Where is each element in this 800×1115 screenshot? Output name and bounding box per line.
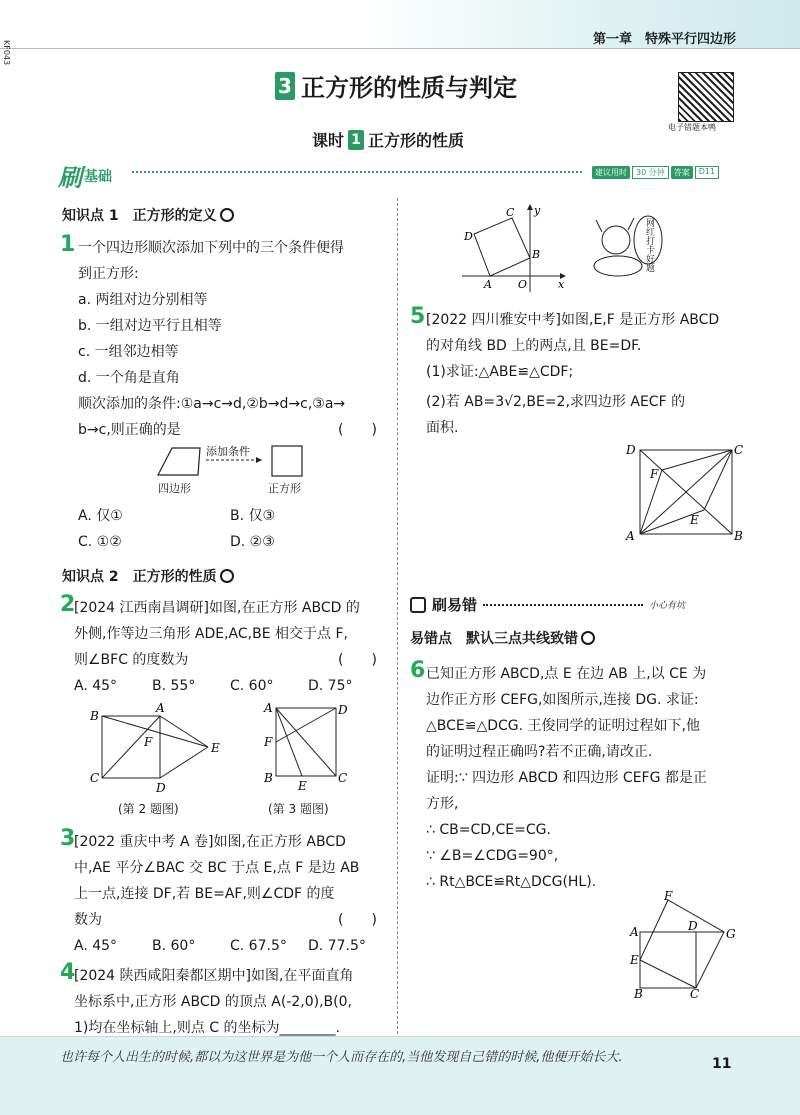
q3-caption: (第 3 题图) — [268, 802, 329, 816]
target-icon — [220, 208, 234, 222]
q4-figure — [462, 202, 572, 294]
q6-pt-G: G — [726, 927, 736, 941]
q2-choice-C: C. 60° — [230, 678, 274, 694]
q4-line1: [2024 陕西咸阳秦都区期中]如图,在平面直角 — [74, 968, 354, 984]
q1-fig-add-label: 添加条件 — [206, 445, 250, 458]
q6-line7: ∴ CB=CD,CE=CG. — [426, 822, 551, 838]
lesson-title-text: 正方形的性质 — [368, 131, 465, 150]
q1-number: 1 — [60, 232, 76, 257]
q1-paren: ( ) — [338, 422, 377, 438]
q2-pt-C: C — [90, 771, 100, 785]
q6-pt-E: E — [630, 953, 639, 967]
q1-choice-A: A. 仅① — [78, 508, 123, 524]
q6-line1: 已知正方形 ABCD,点 E 在边 AB 上,以 CE 为 — [426, 666, 707, 682]
error-point — [410, 628, 595, 648]
q1-option-b: b. 一组对边平行且相等 — [78, 318, 222, 334]
lesson-prefix: 课时 — [312, 131, 345, 150]
q6-figure — [620, 888, 744, 1000]
q6-pt-A: A — [630, 925, 639, 939]
q6-line2: 边作正方形 CEFG,如图所示,连接 DG. 求证: — [426, 692, 699, 708]
q3-choice-C: C. 67.5° — [230, 938, 287, 954]
q5-pt-B: B — [734, 529, 743, 543]
time-value: 30 分钟 — [632, 166, 669, 179]
q4-line2: 坐标系中,正方形 ABCD 的顶点 A(-2,0),B(0, — [74, 994, 352, 1010]
q5-figure — [622, 440, 746, 544]
q2-line1: [2024 江西南昌调研]如图,在正方形 ABCD 的 — [74, 600, 360, 616]
q3-line3: 上一点,连接 DF,若 BE=AF,则∠CDF 的度 — [74, 886, 335, 902]
q6-line4: 的证明过程正确吗?若不正确,请改正. — [426, 744, 653, 760]
q3-choice-B: B. 60° — [152, 938, 196, 954]
q5-number: 5 — [410, 304, 426, 329]
side-code: KF043 — [2, 40, 11, 66]
yicuo-title: 刷易错 — [432, 596, 478, 614]
q2-paren: ( ) — [338, 652, 377, 668]
q5-pt-D: D — [626, 443, 636, 457]
q1-option-d: d. 一个角是直角 — [78, 370, 180, 386]
q5-line4: (2)若 AB=3√2,BE=2,求四边形 AECF 的 — [426, 394, 686, 410]
q4-pt-B: B — [532, 248, 541, 261]
q3-pt-F: F — [264, 735, 273, 749]
error-point-title: 易错点 默认三点共线致错 — [410, 631, 578, 647]
q6-pt-F: F — [664, 889, 673, 903]
q2-number: 2 — [60, 592, 76, 617]
q1-fig-square-label: 正方形 — [268, 482, 301, 495]
q4-line3: 1)均在坐标轴上,则点 C 的坐标为________. — [74, 1020, 340, 1036]
q1-line2: 到正方形: — [78, 266, 139, 282]
column-divider — [397, 198, 398, 1034]
target-icon — [581, 631, 595, 645]
q1-choice-C: C. ①② — [78, 534, 122, 550]
q6-line9: ∴ Rt△BCE≌Rt△DCG(HL). — [426, 874, 597, 890]
q3-line4: 数为 — [74, 912, 102, 928]
q2-line3: 则∠BFC 的度数为 — [74, 652, 189, 668]
footer-quote: 也许每个人出生的时候,都以为这世界是为他一个人而存在的,当他发现自己错的时候,他便开始长大. — [60, 1050, 623, 1065]
q3-choice-A: A. 45° — [74, 938, 118, 954]
q3-number: 3 — [60, 826, 76, 851]
lesson-number-badge: 1 — [348, 130, 364, 150]
q6-line6: 方形, — [426, 796, 459, 812]
kp1-title: 知识点 1 正方形的定义 — [62, 208, 217, 224]
q3-pt-C: C — [338, 771, 348, 785]
q2-choice-A: A. 45° — [74, 678, 118, 694]
yicuo-icon — [410, 597, 426, 613]
q6-line3: △BCE≌△DCG. 王俊同学的证明过程如下,他 — [426, 718, 700, 734]
q4-pt-D: D — [464, 230, 473, 243]
q1-option-c: c. 一组邻边相等 — [78, 344, 179, 360]
q1-choice-B: B. 仅③ — [230, 508, 276, 524]
lesson-title — [312, 128, 464, 151]
q5-pt-A: A — [626, 529, 635, 543]
yicuo-banner — [410, 594, 685, 615]
banner-dotted-line — [132, 171, 582, 173]
q6-line8: ∵ ∠B=∠CDG=90°, — [426, 848, 559, 864]
section-title — [275, 68, 517, 103]
target-icon — [220, 569, 234, 583]
q6-pt-C: C — [690, 987, 700, 1001]
q5-line2: 的对角线 BD 上的两点,且 BE=DF. — [426, 338, 642, 354]
q4-pt-C: C — [506, 206, 515, 219]
q5-line3: (1)求证:△ABE≌△CDF; — [426, 364, 574, 380]
answer-value: D11 — [695, 166, 719, 179]
q6-pt-B: B — [634, 987, 643, 1001]
q2-choice-B: B. 55° — [152, 678, 196, 694]
q4-axis-x: x — [558, 278, 565, 291]
section-title-text: 正方形的性质与判定 — [301, 74, 517, 102]
q1-line3: 顺次添加的条件:①a→c→d,②b→d→c,③a→ — [78, 396, 346, 412]
q2-pt-A: A — [156, 701, 165, 715]
q4-pt-A: A — [484, 278, 492, 291]
q1-fig-quad-label: 四边形 — [158, 482, 191, 495]
q3-line2: 中,AE 平分∠BAC 交 BC 于点 E,点 F 是边 AB — [74, 860, 360, 876]
q1-option-a: a. 两组对边分别相等 — [78, 292, 208, 308]
q5-pt-E: E — [690, 513, 699, 527]
q3-pt-B: B — [264, 771, 273, 785]
q3-figure — [262, 701, 348, 797]
header-divider — [0, 48, 800, 49]
knowledge-point-2 — [62, 566, 234, 586]
q2-line2: 外侧,作等边三角形 ADE,AC,BE 相交于点 F, — [74, 626, 348, 642]
yicuo-dotted-line — [483, 604, 643, 606]
kp2-title: 知识点 2 正方形的性质 — [62, 569, 217, 585]
q2-caption: (第 2 题图) — [118, 802, 179, 816]
q4-pt-O: O — [518, 278, 528, 291]
q4-axis-y: y — [534, 204, 541, 217]
section-number-badge: 3 — [275, 72, 295, 100]
time-answer-tags — [592, 166, 719, 179]
yicuo-tagline: 小心有坑 — [649, 601, 686, 611]
q3-line1: [2022 重庆中考 A 卷]如图,在正方形 ABCD — [74, 834, 346, 850]
q2-choice-D: D. 75° — [308, 678, 353, 694]
answer-label: 答案 — [671, 166, 693, 179]
q3-pt-E: E — [298, 779, 307, 793]
q3-pt-A: A — [264, 701, 273, 715]
q3-pt-D: D — [338, 703, 348, 717]
shua-icon: 刷 — [58, 164, 82, 192]
q5-line1: [2022 四川雅安中考]如图,E,F 是正方形 ABCD — [426, 312, 720, 328]
q1-line1: 一个四边形顺次添加下列中的三个条件便得 — [78, 240, 344, 256]
q6-pt-D: D — [688, 919, 698, 933]
qr-code[interactable] — [678, 72, 734, 122]
cartoon-bubble-text: 网红打卡好题 — [644, 218, 654, 272]
q2-pt-E: E — [211, 741, 220, 755]
q3-paren: ( ) — [338, 912, 377, 928]
q2-pt-B: B — [90, 709, 99, 723]
q3-choice-D: D. 77.5° — [308, 938, 366, 954]
shua-label: 基础 — [84, 168, 112, 185]
q1-line4: b→c,则正确的是 — [78, 422, 181, 438]
shua-jichu-banner — [58, 158, 112, 193]
q5-line5: 面积. — [426, 420, 459, 436]
q2-figure — [86, 702, 226, 797]
knowledge-point-1 — [62, 205, 234, 225]
page-number: 11 — [712, 1056, 732, 1072]
q6-number: 6 — [410, 658, 426, 683]
q2-pt-F: F — [144, 735, 153, 749]
time-label: 建议用时 — [592, 166, 630, 179]
q4-number: 4 — [60, 960, 76, 985]
chapter-title: 第一章 特殊平行四边形 — [592, 32, 736, 47]
q5-pt-C: C — [734, 443, 744, 457]
q1-choice-D: D. ②③ — [230, 534, 275, 550]
q6-line5: 证明:∵ 四边形 ABCD 和四边形 CEFG 都是正 — [426, 770, 707, 786]
qr-label: 电子错题本鸭 — [668, 123, 716, 132]
q5-pt-F: F — [650, 467, 659, 481]
q2-pt-D: D — [156, 781, 166, 795]
